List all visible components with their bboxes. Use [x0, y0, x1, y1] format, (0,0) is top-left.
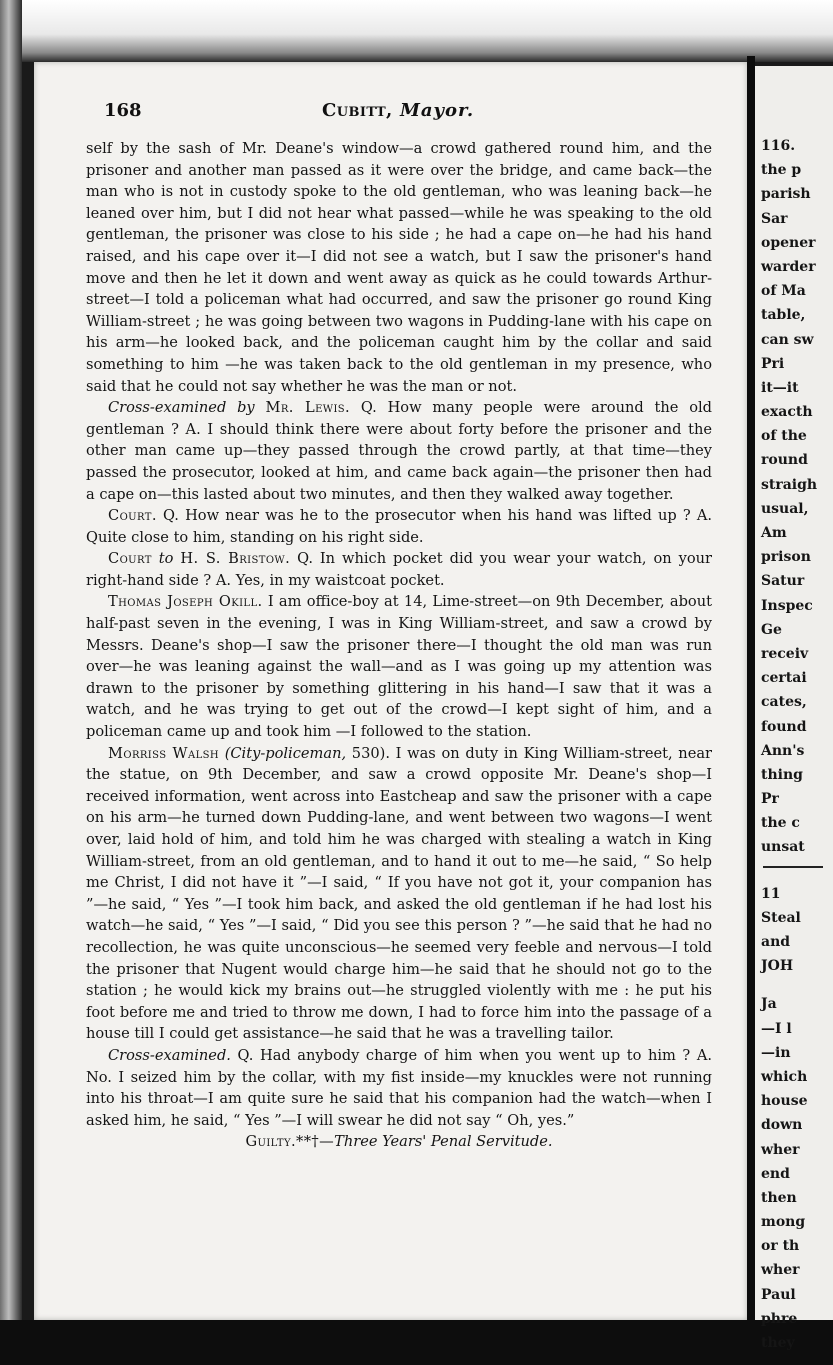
next-page-fragment: of Ma — [761, 283, 806, 300]
next-page-fragment: or th — [761, 1238, 800, 1255]
running-title — [322, 100, 474, 121]
next-page-fragment: then — [761, 1189, 797, 1206]
next-page-fragment: thing — [761, 766, 803, 783]
book-gutter — [747, 56, 755, 1326]
next-page-fragment: Sar — [761, 210, 788, 227]
next-page-fragment: can sw — [761, 331, 814, 348]
next-page-fragment: it—it — [761, 379, 799, 396]
paragraph-court-to-bristow — [86, 548, 712, 591]
next-page-fragment: 116. — [761, 138, 796, 154]
verdict-line — [86, 1131, 712, 1153]
next-page-fragment: down — [761, 1117, 803, 1134]
scan-left-edge — [0, 0, 22, 1365]
next-page-fragment: Ann's — [761, 742, 805, 759]
next-page-fragment: wher — [761, 1141, 800, 1158]
scan-top-margin — [0, 0, 833, 62]
next-page-fragment: mong — [761, 1214, 806, 1231]
next-page-fragment: exacth — [761, 404, 813, 421]
next-page-fragment: round — [761, 452, 808, 469]
next-page-fragment: parish — [761, 186, 811, 203]
page-header — [104, 100, 724, 128]
paragraph-court-question — [86, 505, 712, 548]
cross-examined-lead: Cross-examined by — [108, 399, 255, 417]
next-page-fragment: Paul — [761, 1286, 796, 1303]
cross-examination-walsh-text: Q. Had anybody charge of him when you went up to him ? A. No. I seized him by the collar, with my fist inside—my knuckles were not running into his throat—I am quite sure he said that his companion had the watch—when I asked him, he said, “ Yes ”—I will swear he did not say “ Oh, yes.” — [86, 1046, 712, 1129]
next-page-fragment: Ja — [761, 996, 777, 1013]
next-page-fragment: wher — [761, 1262, 800, 1279]
cross-examination-text: Q. How many people were around the old gentleman ? A. I should think there were about forty before the prisoner and the other man came up—they passed through the crowd partly, at that time—they passed the prosecutor, looked at him, and came back again—the prisoner then had a cape on—this lasted about two minutes, and then they walked away together. — [86, 399, 712, 503]
next-page-fragment: Satur — [761, 573, 805, 590]
next-page-fragment: phre — [761, 1310, 798, 1327]
witness-name-okill: Thomas Joseph Okill. — [108, 593, 263, 611]
paragraph-witness-okill — [86, 591, 712, 742]
next-page-fragment: Steal — [761, 909, 801, 926]
paragraph-testimony-continued: self by the sash of Mr. Deane's window—a crowd gathered round him, and the prisoner and another man passed as it were over the bridge, and came back—the man who is not in custody spoke to the old gentleman, who was leaning back—he leaned over him, but I did not hear what passed—while he was speaking to the old gentleman, the prisoner was close to his side ; he had a cape on—he had his hand raised, and his cape over it—I did not see a watch, but I saw the prisoner's hand move and then he let it down and went away as quick as he could towards Arthur-street—I told a policeman what had occurred, and saw the prisoner go round King William-street ; he was going between two wagons in Pudding-lane with his cape on his arm—he looked back, and the policeman caught him by the collar and said something to him —he was taken back to the old gentleman in my presence, who said that he could not say whether he was the man or not. — [86, 140, 712, 395]
witness-role: (City-policeman, — [224, 744, 347, 762]
section-rule — [763, 866, 823, 868]
court-lead-2: Court — [108, 550, 152, 568]
next-page-fragment: of the — [761, 428, 807, 445]
next-page-fragment: —I l — [761, 1020, 792, 1037]
next-page-fragment: unsat — [761, 839, 805, 856]
next-page-fragment: opener — [761, 234, 816, 251]
running-title-office: Mayor. — [399, 100, 475, 121]
witness-name-bristow: H. S. Bristow. — [180, 550, 291, 568]
next-page-fragment: Inspec — [761, 597, 813, 614]
page-body — [86, 138, 712, 1153]
next-page-fragment: the c — [761, 815, 800, 832]
next-page-fragment: found — [761, 718, 807, 735]
paragraph-witness-walsh — [86, 743, 712, 1045]
next-page-fragment: 11 — [761, 885, 781, 902]
cross-examined-lead-2: Cross-examined. — [108, 1046, 231, 1064]
court-to-bristow-text: Q. In which pocket did you wear your watch, on your right-hand side ? A. Yes, in my waistcoat pocket. — [86, 550, 713, 589]
walsh-testimony: I was on duty in King William-street, near the statue, on 9th December, and saw a crowd opposite Mr. Deane's shop—I received information, went across into Eastcheap and saw the prisoner with a cape on his arm—he turned down Pudding-lane, and went between two wagons—I went over, laid hold of him, and told him he was charged with stealing a watch in King William-street, from an old gentleman, and to hand it out to me—he said, “ So help me Christ, I did not have it ”—I said, “ If you have not got it, your companion has ”—he said, “ Yes ”—I took him back, and asked the old gentleman if he had lost his watch—he said, “ Yes ”—I said, “ Did you see this person ? ”—he said that he had no recollection, he was quite unconscious—he seemed very feeble and nervous—I told the prisoner that Nugent would charge him—he said that he should not go to the station ; he would kick my brains out—he struggled violently with me : he put his foot before me and tried to throw me down, I had to force him into the passage of a house till I could get assistance—he said that he was a travelling tailor. — [86, 744, 713, 1043]
book-page-left — [34, 62, 747, 1320]
next-page-fragment: receiv — [761, 645, 809, 662]
page-number: 168 — [104, 100, 142, 121]
counsel-name: Mr. Lewis. — [265, 399, 351, 417]
next-page-fragment: Ge — [761, 621, 782, 638]
next-page-fragment: certai — [761, 670, 807, 687]
next-page-fragment: Pri — [761, 355, 785, 372]
running-title-name: Cubitt, — [322, 100, 393, 121]
witness-badge-number: 530). — [351, 744, 390, 762]
sentence: Three Years' Penal Servitude. — [334, 1133, 553, 1151]
next-page-fragment: cates, — [761, 694, 807, 711]
paragraph-cross-examination-lewis — [86, 397, 712, 505]
next-page-fragment: Am — [761, 525, 787, 541]
next-page-fragment: Pr — [761, 791, 779, 808]
scan-bottom-edge — [0, 1320, 833, 1365]
next-page-fragment: which — [761, 1068, 808, 1085]
witness-name-walsh: Morriss Walsh — [108, 744, 219, 762]
court-lead: Court. — [108, 507, 157, 525]
next-page-fragment: straigh — [761, 476, 818, 493]
verdict-label: Guilty.**†— — [245, 1133, 335, 1151]
next-page-fragment: end — [761, 1165, 790, 1182]
next-page-fragment: usual, — [761, 500, 809, 517]
next-page-fragment: and — [761, 934, 791, 950]
paragraph-cross-examination-walsh — [86, 1045, 712, 1131]
next-page-fragment: —in — [761, 1044, 791, 1061]
okill-testimony: I am office-boy at 14, Lime-street—on 9th December, about half-past seven in the evening, I was in King William-street, and saw a crowd by Messrs. Deane's shop—I saw the prisoner there—I thought the old man was run over—he was leaning against the wall—and as I was going up my attention was drawn to the prisoner by something glittering in his hand—I saw that it was a watch, and he was trying to get out of the crowd—I kept sight of him, and a policeman came up and took him —I followed to the station. — [86, 593, 712, 741]
court-to: to — [158, 550, 174, 568]
next-page-fragment: table, — [761, 307, 806, 324]
next-page-fragment: JOH — [761, 958, 794, 975]
next-page-fragment: they — [761, 1335, 795, 1351]
next-page-fragment: prison — [761, 549, 811, 566]
next-page-fragment: house — [761, 1093, 808, 1110]
next-page-fragment: warder — [761, 258, 816, 275]
court-question-text: Q. How near was he to the prosecutor when his hand was lifted up ? A. Quite close to him, standing on his right side. — [86, 507, 713, 546]
next-page-fragment: the p — [761, 162, 802, 179]
book-page-right-edge — [755, 66, 833, 1351]
